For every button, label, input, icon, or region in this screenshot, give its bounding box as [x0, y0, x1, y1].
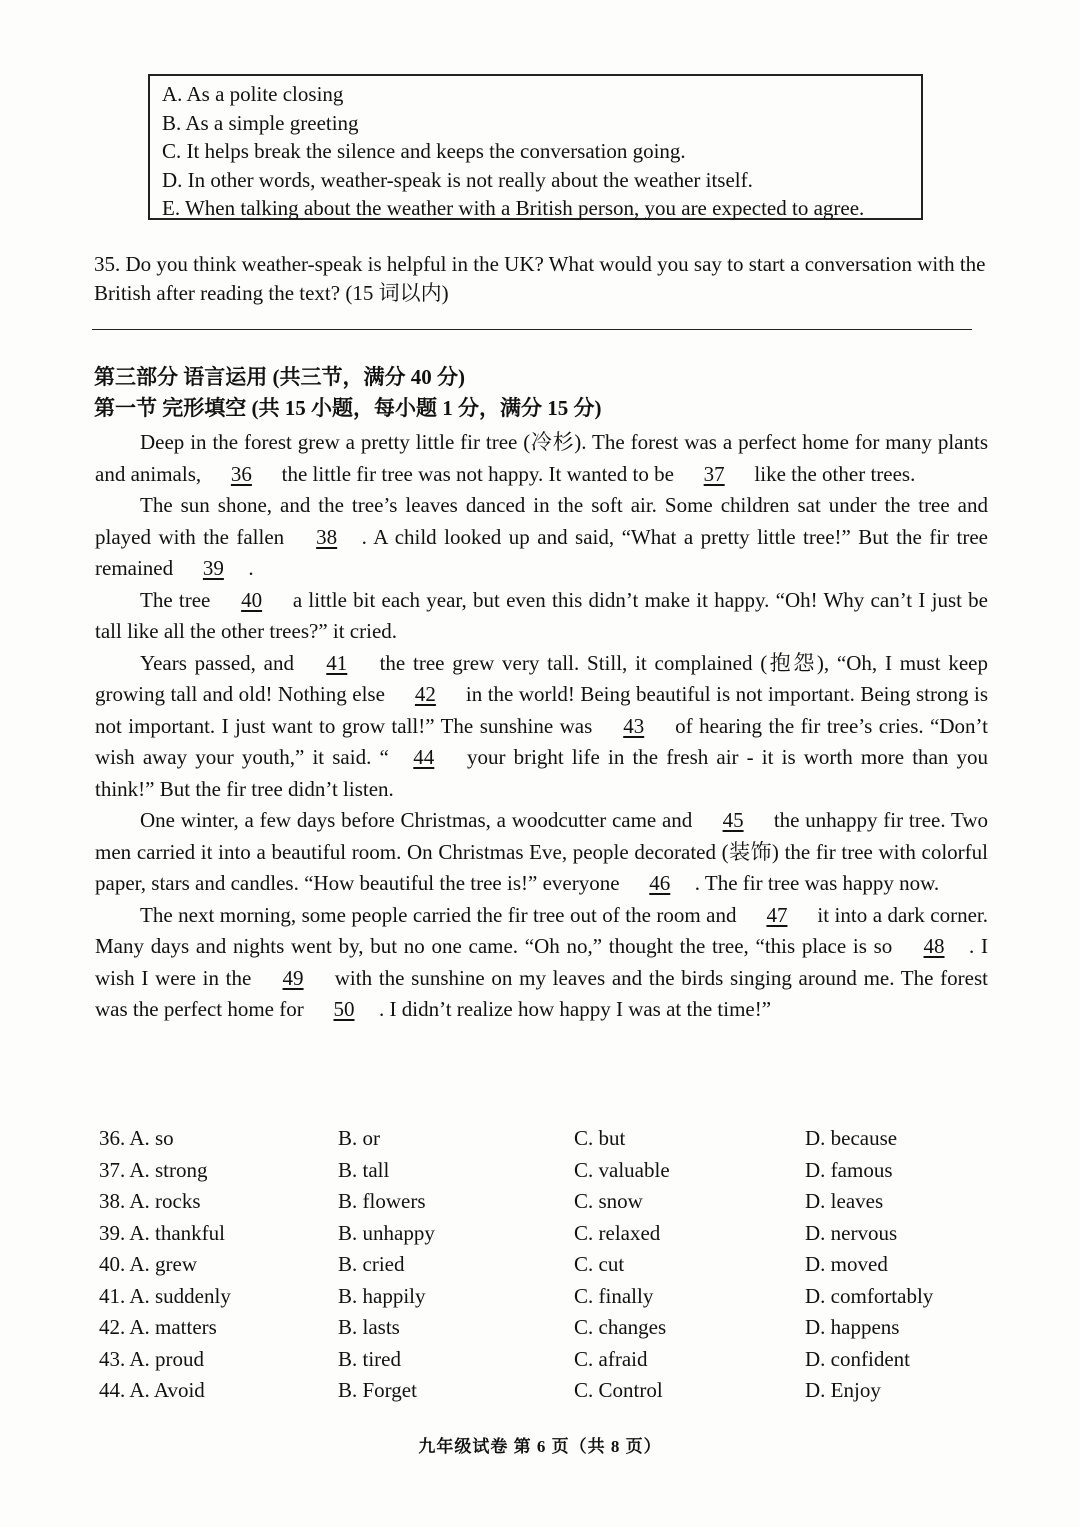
choice-option: B. tall	[338, 1157, 390, 1182]
passage-text: a little bit each year, but even this didn’t make it happy. “Oh! Why can’t I just be tall like all the other trees?” it cried.	[95, 587, 989, 643]
choice-option: D. comfortably	[805, 1283, 934, 1308]
choice-option: C. but	[574, 1126, 626, 1150]
box-option-a: A. As a polite closing	[162, 82, 344, 106]
passage-text: The next morning, some people carried the fir tree out of the room and	[140, 902, 742, 927]
choice-option: 43. A. proud	[99, 1346, 204, 1371]
passage-text: of hearing the fir tree’s cries. “Don’t wish away your youth,” it said. “	[95, 713, 988, 769]
answer-line	[92, 329, 972, 330]
passage-text: it into a dark corner. Many days and nights went by, but no one came. “Oh no,” thought the tree, “this place is so	[95, 902, 988, 958]
choice-row	[99, 1312, 999, 1344]
box-option-d: D. In other words, weather-speak is not really about the weather itself.	[162, 167, 753, 192]
choice-option: B. unhappy	[338, 1220, 435, 1245]
choices-list	[99, 1123, 999, 1407]
choice-option: 41. A. suddenly	[99, 1283, 231, 1308]
blank-39: 39	[202, 556, 224, 580]
choice-row	[99, 1249, 999, 1281]
blank-44: 44	[413, 745, 435, 769]
choice-option: C. changes	[574, 1315, 667, 1339]
choice-option: 42. A. matters	[99, 1315, 217, 1339]
choice-option: B. cried	[338, 1252, 405, 1276]
choice-option: D. famous	[805, 1157, 893, 1182]
passage-text: . I wish I were in the	[95, 934, 988, 990]
choice-option: C. afraid	[574, 1346, 648, 1371]
blank-36: 36	[230, 461, 252, 486]
passage-text: the tree grew very tall. Still, it complained (抱怨), “Oh, I must keep growing tall and old! Nothing else	[95, 650, 988, 706]
passage-text: The tree	[140, 587, 217, 612]
passage-paragraph	[95, 900, 988, 1026]
choice-option: 37. A. strong	[99, 1157, 208, 1182]
choice-option: D. happens	[805, 1315, 900, 1339]
choice-option: D. moved	[805, 1252, 888, 1276]
choice-row	[99, 1155, 999, 1187]
blank-46: 46	[649, 871, 671, 895]
passage-text: Deep in the forest grew a pretty little fir tree (冷杉). The forest was a perfect home for many plants and animals,	[95, 430, 988, 486]
sentence-options-box	[148, 74, 923, 220]
blank-41: 41	[326, 650, 348, 675]
passage-paragraph	[95, 805, 988, 900]
passage-text: the little fir tree was not happy. It wanted to be	[276, 461, 680, 486]
passage-paragraph	[95, 648, 988, 806]
choice-row	[99, 1344, 999, 1376]
choice-option: D. nervous	[805, 1220, 898, 1245]
choice-option: B. Forget	[338, 1378, 417, 1402]
subsection-title: 第一节 完形填空 (共 15 小题，每小题 1 分，满分 15 分)	[94, 396, 602, 420]
choice-option: 39. A. thankful	[99, 1220, 225, 1245]
question-35: 35. Do you think weather-speak is helpful in the UK? What would you say to start a conversation with the British after reading the text? (15 词以内)	[94, 252, 986, 305]
passage-text: . I didn’t realize how happy I was at the time!”	[379, 997, 772, 1021]
blank-43: 43	[623, 713, 645, 738]
choice-option: C. snow	[574, 1189, 643, 1213]
passage-text: One winter, a few days before Christmas, a woodcutter came and	[140, 808, 699, 832]
choice-row	[99, 1281, 999, 1313]
blank-47: 47	[766, 902, 788, 927]
choice-row	[99, 1375, 999, 1407]
choice-option: 36. A. so	[99, 1126, 174, 1150]
choice-option: C. valuable	[574, 1157, 670, 1182]
choice-option: 38. A. rocks	[99, 1189, 201, 1213]
box-option-b: B. As a simple greeting	[162, 110, 359, 135]
choice-option: 40. A. grew	[99, 1252, 197, 1276]
box-option-c: C. It helps break the silence and keeps the conversation going.	[162, 139, 686, 163]
choice-option: D. because	[805, 1126, 898, 1150]
passage-text: your bright life in the fresh air - it is worth more than you think!” But the fir tree didn’t listen.	[95, 745, 988, 801]
choice-row	[99, 1218, 999, 1250]
page-footer: 九年级试卷 第 6 页（共 8 页）	[418, 1437, 662, 1456]
choice-option: C. Control	[574, 1378, 663, 1402]
choice-row	[99, 1123, 999, 1155]
choice-option: D. leaves	[805, 1189, 884, 1213]
passage-text: in the world! Being beautiful is not important. Being strong is not important. I just want to grow tall!” The sunshine was	[95, 682, 988, 738]
passage-text: . A child looked up and said, “What a pretty little tree!” But the fir tree remained	[95, 524, 988, 580]
passage-text: . The fir tree was happy now.	[694, 871, 940, 895]
passage-paragraph	[95, 585, 988, 648]
blank-45: 45	[722, 808, 744, 832]
passage-text: like the other trees.	[749, 461, 916, 486]
blank-40: 40	[241, 587, 263, 612]
passage-text: the unhappy fir tree. Two men carried it into a beautiful room. On Christmas Eve, people decorated (装饰) the fir tree with colorful paper, stars and candles. “How beautiful the tree is!” everyone	[95, 808, 989, 895]
part-title: 第三部分 语言运用 (共三节，满分 40 分)	[94, 365, 465, 389]
cloze-passage	[95, 427, 988, 1026]
choice-option: B. tired	[338, 1346, 401, 1371]
passage-paragraph	[95, 490, 988, 585]
choice-option: D. confident	[805, 1346, 910, 1371]
passage-paragraph	[95, 427, 988, 490]
blank-49: 49	[282, 965, 304, 990]
passage-text: Years passed, and	[140, 650, 302, 675]
box-option-e: E. When talking about the weather with a British person, you are expected to agree.	[162, 196, 865, 220]
blank-50: 50	[333, 997, 355, 1021]
blank-48: 48	[923, 934, 945, 958]
blank-42: 42	[414, 682, 436, 706]
passage-text: with the sunshine on my leaves and the birds singing around me. The forest was the perfect home for	[95, 965, 988, 1021]
choice-option: B. or	[338, 1126, 380, 1150]
blank-37: 37	[703, 461, 725, 486]
choice-option: B. flowers	[338, 1189, 426, 1213]
choice-option: C. cut	[574, 1252, 625, 1276]
choice-row	[99, 1186, 999, 1218]
choice-option: C. finally	[574, 1283, 654, 1308]
choice-option: B. lasts	[338, 1315, 400, 1339]
choice-option: C. relaxed	[574, 1220, 661, 1245]
choice-option: 44. A. Avoid	[99, 1378, 205, 1402]
blank-38: 38	[316, 524, 338, 549]
choice-option: D. Enjoy	[805, 1378, 881, 1402]
passage-text: .	[248, 556, 254, 580]
passage-text: The sun shone, and the tree’s leaves danced in the soft air. Some children sat under the tree and played with the fallen	[95, 493, 988, 549]
choice-option: B. happily	[338, 1283, 426, 1308]
